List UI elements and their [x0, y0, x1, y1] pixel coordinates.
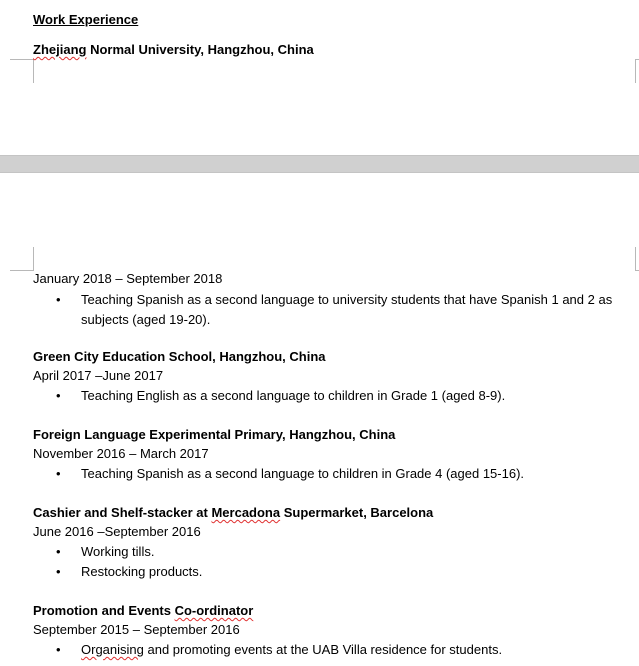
spelling-flag-word[interactable]: Zhejiang	[33, 42, 87, 57]
margin-crop-mark	[10, 59, 34, 83]
bullet-icon: •	[56, 292, 61, 307]
list-item-text	[81, 640, 626, 660]
job-dates[interactable]: January 2018 – September 2018	[33, 271, 223, 286]
bullet-icon: •	[56, 564, 61, 579]
list-item-text-rest: and promoting events at the UAB Villa residence for students.	[143, 642, 503, 657]
margin-crop-mark	[635, 59, 639, 83]
spelling-flag-word[interactable]: Organising	[81, 642, 144, 657]
employer-heading-text: Supermarket, Barcelona	[280, 505, 434, 520]
employer-heading-text: Promotion and Events	[33, 603, 175, 618]
employer-heading-text: Normal University, Hangzhou, China	[86, 42, 314, 57]
bullet-icon: •	[56, 544, 61, 559]
document-page-2	[0, 173, 639, 666]
margin-crop-mark	[635, 247, 639, 271]
page-separator	[0, 155, 639, 173]
employer-heading[interactable]	[33, 41, 314, 59]
job-dates[interactable]: November 2016 – March 2017	[33, 446, 209, 461]
spelling-flag-word[interactable]: Co-ordinator	[174, 603, 254, 618]
bullet-icon: •	[56, 466, 61, 481]
employer-heading[interactable]	[33, 602, 253, 620]
list-item-text: Teaching Spanish as a second language to university students that have Spanish 1 and 2 as subjects (aged 19-20).	[81, 292, 613, 327]
list-item-text: Working tills.	[81, 544, 155, 559]
bullet-icon: •	[56, 388, 61, 403]
list-item[interactable]	[56, 290, 626, 330]
employer-heading[interactable]: Foreign Language Experimental Primary, Hangzhou, China	[33, 427, 396, 442]
employer-heading[interactable]: Green City Education School, Hangzhou, China	[33, 349, 326, 364]
bullet-icon: •	[56, 642, 61, 657]
list-item-text: Teaching Spanish as a second language to children in Grade 4 (aged 15-16).	[81, 466, 525, 481]
job-dates[interactable]: September 2015 – September 2016	[33, 622, 240, 637]
employer-heading-text: Cashier and Shelf-stacker at	[33, 505, 212, 520]
margin-crop-mark	[10, 247, 34, 271]
section-heading[interactable]: Work Experience	[33, 12, 139, 27]
list-item-text: Restocking products.	[81, 564, 203, 579]
job-dates[interactable]: April 2017 –June 2017	[33, 368, 164, 383]
spelling-flag-word[interactable]: Mercadona	[211, 505, 281, 520]
employer-heading[interactable]	[33, 504, 433, 522]
list-item-text: Teaching English as a second language to children in Grade 1 (aged 8-9).	[81, 388, 506, 403]
job-dates[interactable]: June 2016 –September 2016	[33, 524, 201, 539]
